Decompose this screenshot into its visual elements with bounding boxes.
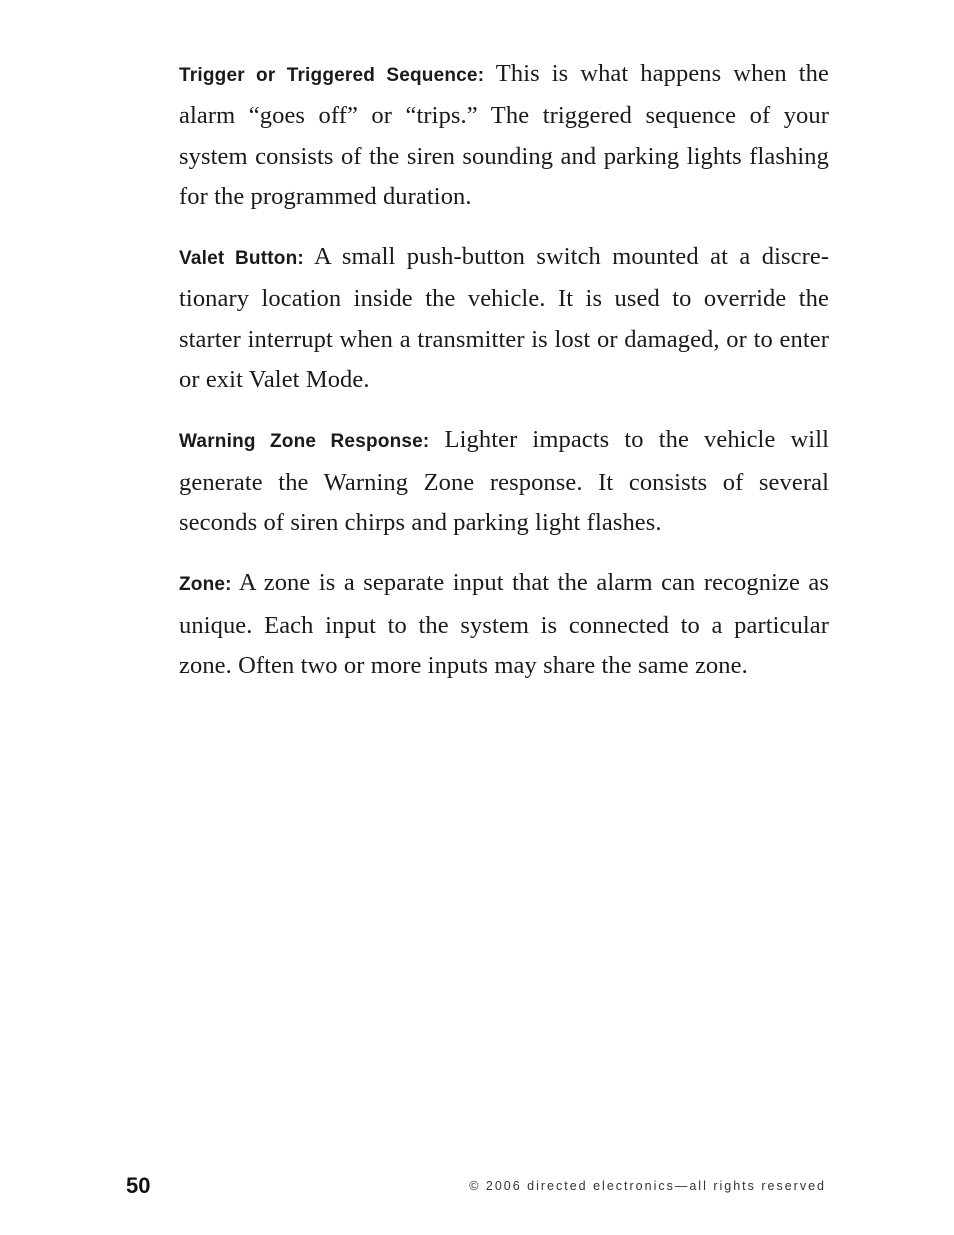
copyright-notice: © 2006 directed electronics—all rights reserved [469, 1179, 826, 1193]
glossary-content [179, 54, 829, 706]
glossary-term: Warning Zone Response: [179, 431, 430, 453]
page-number: 50 [126, 1173, 151, 1198]
glossary-entry-warning-zone [179, 420, 829, 543]
glossary-definition: A small push-button switch mounted at a discretionary location inside the vehicle. It is used to override the starter interrupt when a transmitter is lost or damaged, or to enter or exit Valet Mode. [179, 243, 830, 394]
glossary-term: Trigger or Triggered Sequence: [179, 65, 485, 86]
glossary-entry-valet-button [179, 237, 829, 400]
glossary-definition: This is what happens when the alarm “goes off” or “trips.” The triggered sequence of your system consists of the siren sounding and parking lights flashing for the programmed duration. [179, 60, 829, 210]
glossary-term: Valet Button: [179, 248, 304, 270]
glossary-term: Zone: [179, 574, 232, 596]
glossary-definition: Lighter impacts to the vehicle will generate the Warning Zone response. It consists of several seconds of siren chirps and parking light flashes. [179, 426, 830, 536]
glossary-entry-trigger [179, 54, 829, 217]
glossary-definition: A zone is a separate input that the alarm can recognize as unique. Each input to the system is connected to a particular zone. Often two or more inputs may share the same zone. [179, 569, 829, 679]
glossary-entry-zone [179, 563, 829, 686]
